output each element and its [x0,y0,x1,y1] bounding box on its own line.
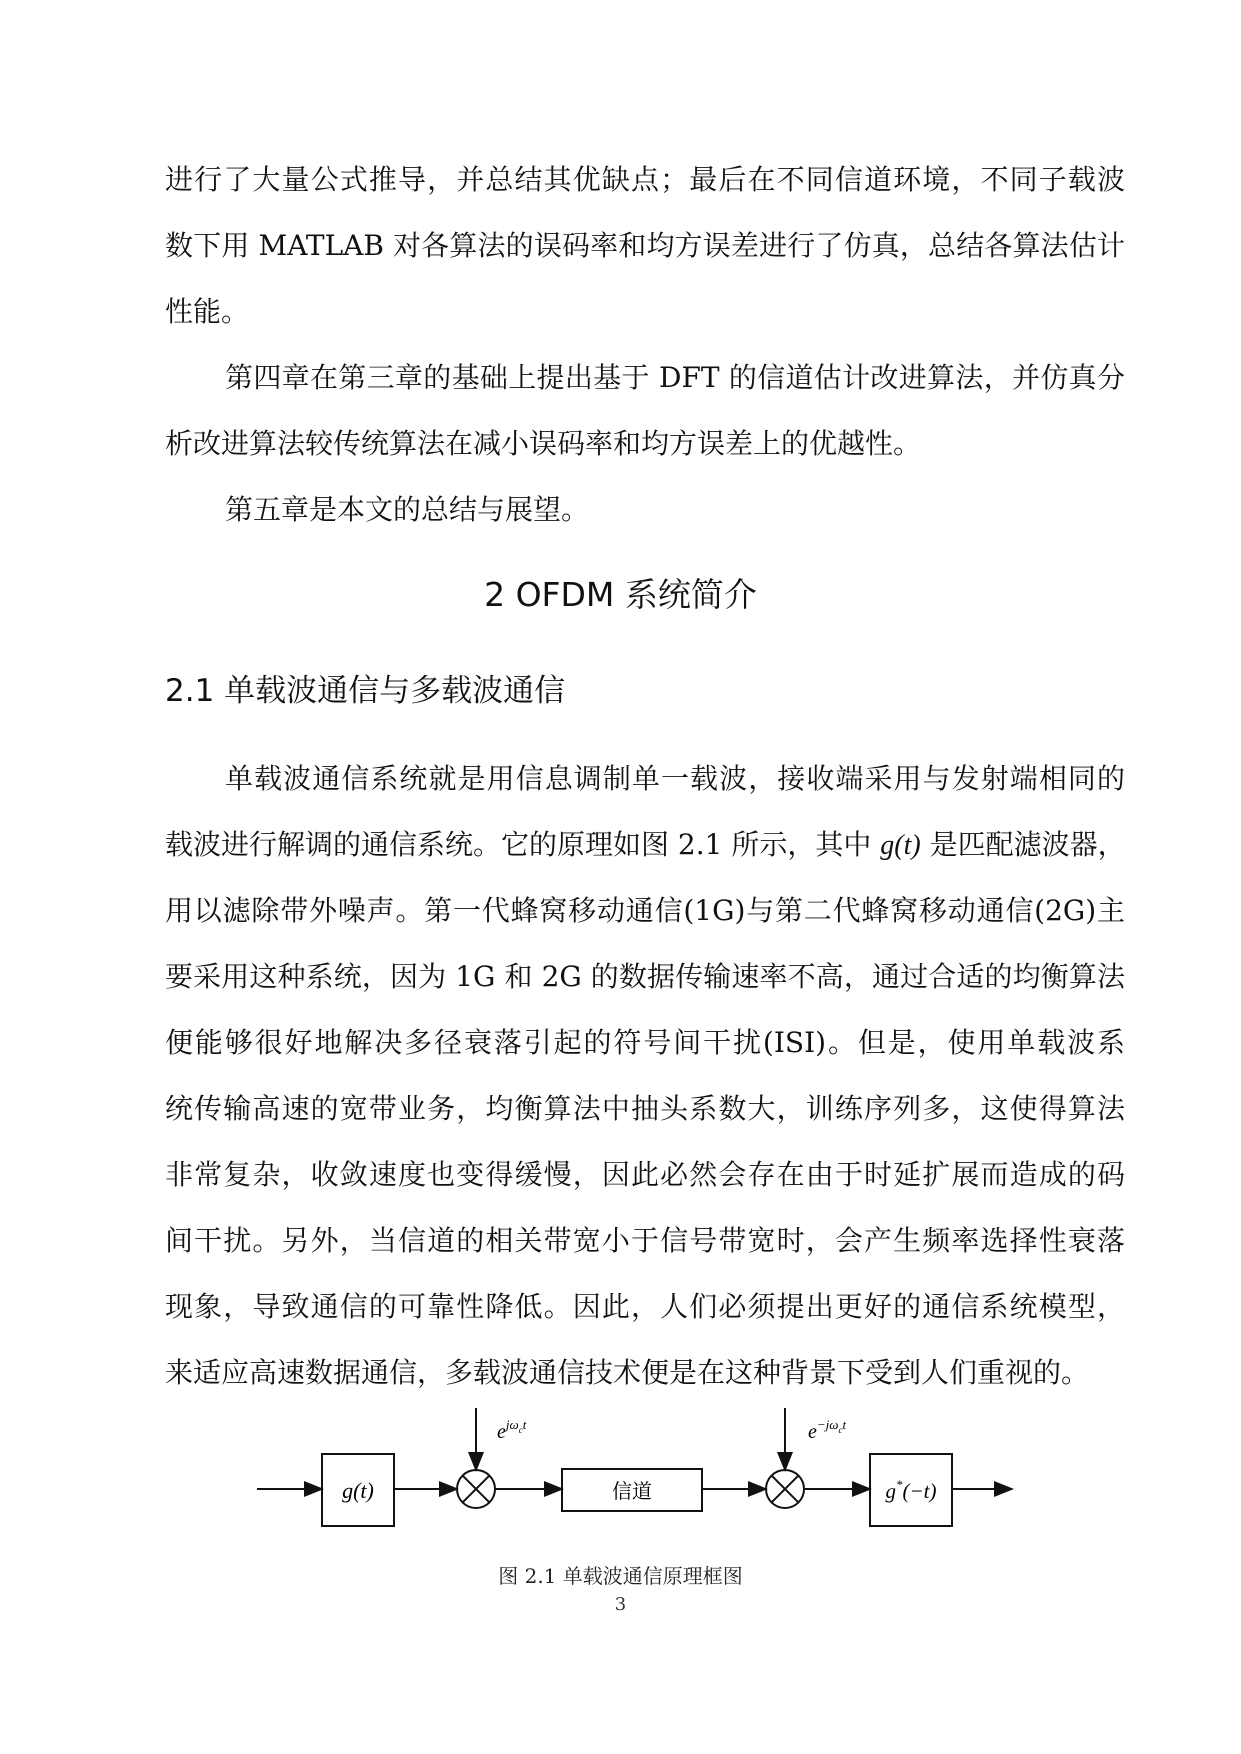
inline-formula-gt: g(t) [880,830,921,861]
text-line: 第四章在第三章的基础上提出基于 DFT 的信道估计改进算法，并仿真分 [225,361,1125,394]
block-channel-label: 信道 [612,1481,652,1503]
chapter-title: 2 OFDM 系统简介 [484,575,757,614]
text-line: 用以滤除带外噪声。第一代蜂窝移动通信(1G)与第二代蜂窝移动通信(2G)主 [165,894,1125,927]
text-line: 单载波通信系统就是用信息调制单一载波，接收端采用与发射端相同的 [225,762,1125,795]
page-number: 3 [614,1594,627,1615]
text-line: 间干扰。另外，当信道的相关带宽小于信号带宽时，会产生频率选择性衰落 [165,1224,1125,1257]
block-matched-filter-label: g*(−t) [885,1477,937,1503]
text-line: 统传输高速的宽带业务，均衡算法中抽头系数大，训练序列多，这使得算法 [165,1092,1125,1125]
text-line: 来适应高速数据通信，多载波通信技术便是在这种背景下受到人们重视的。 [165,1356,1090,1389]
text-line: 第五章是本文的总结与展望。 [225,493,590,526]
text-line: 数下用 MATLAB 对各算法的误码率和均方误差进行了仿真，总结各算法估计 [165,229,1125,262]
text-segment: 载波进行解调的通信系统。它的原理如图 2.1 所示，其中 [165,828,872,861]
tx-mixer [457,1470,495,1508]
text-line: 要采用这种系统，因为 1G 和 2G 的数据传输速率不高，通过合适的均衡算法 [165,960,1125,993]
rx-mixer [766,1470,804,1508]
figure-caption: 图 2.1 单载波通信原理框图 [498,1564,743,1588]
tx-oscillator-label: $e^{j\omega}_c^t$ [497,1417,527,1443]
rx-oscillator-label: $e^{-j\omega}_c^t$ [808,1417,847,1443]
text-line: 性能。 [165,295,250,328]
text-line: 现象，导致通信的可靠性降低。因此，人们必须提出更好的通信系统模型， [165,1290,1125,1323]
text-line: 析改进算法较传统算法在减小误码率和均方误差上的优越性。 [165,427,922,460]
block-g-label: g(t) [342,1478,374,1503]
section-title: 2.1 单载波通信与多载波通信 [165,673,566,709]
text-line: 便能够很好地解决多径衰落引起的符号间干扰(ISI)。但是，使用单载波系 [165,1026,1125,1059]
text-segment: 是匹配滤波器， [929,828,1126,861]
text-line: 进行了大量公式推导，并总结其优缺点；最后在不同信道环境，不同子载波 [165,163,1125,196]
text-line: 非常复杂，收敛速度也变得缓慢，因此必然会存在由于时延扩展而造成的码 [165,1158,1125,1191]
